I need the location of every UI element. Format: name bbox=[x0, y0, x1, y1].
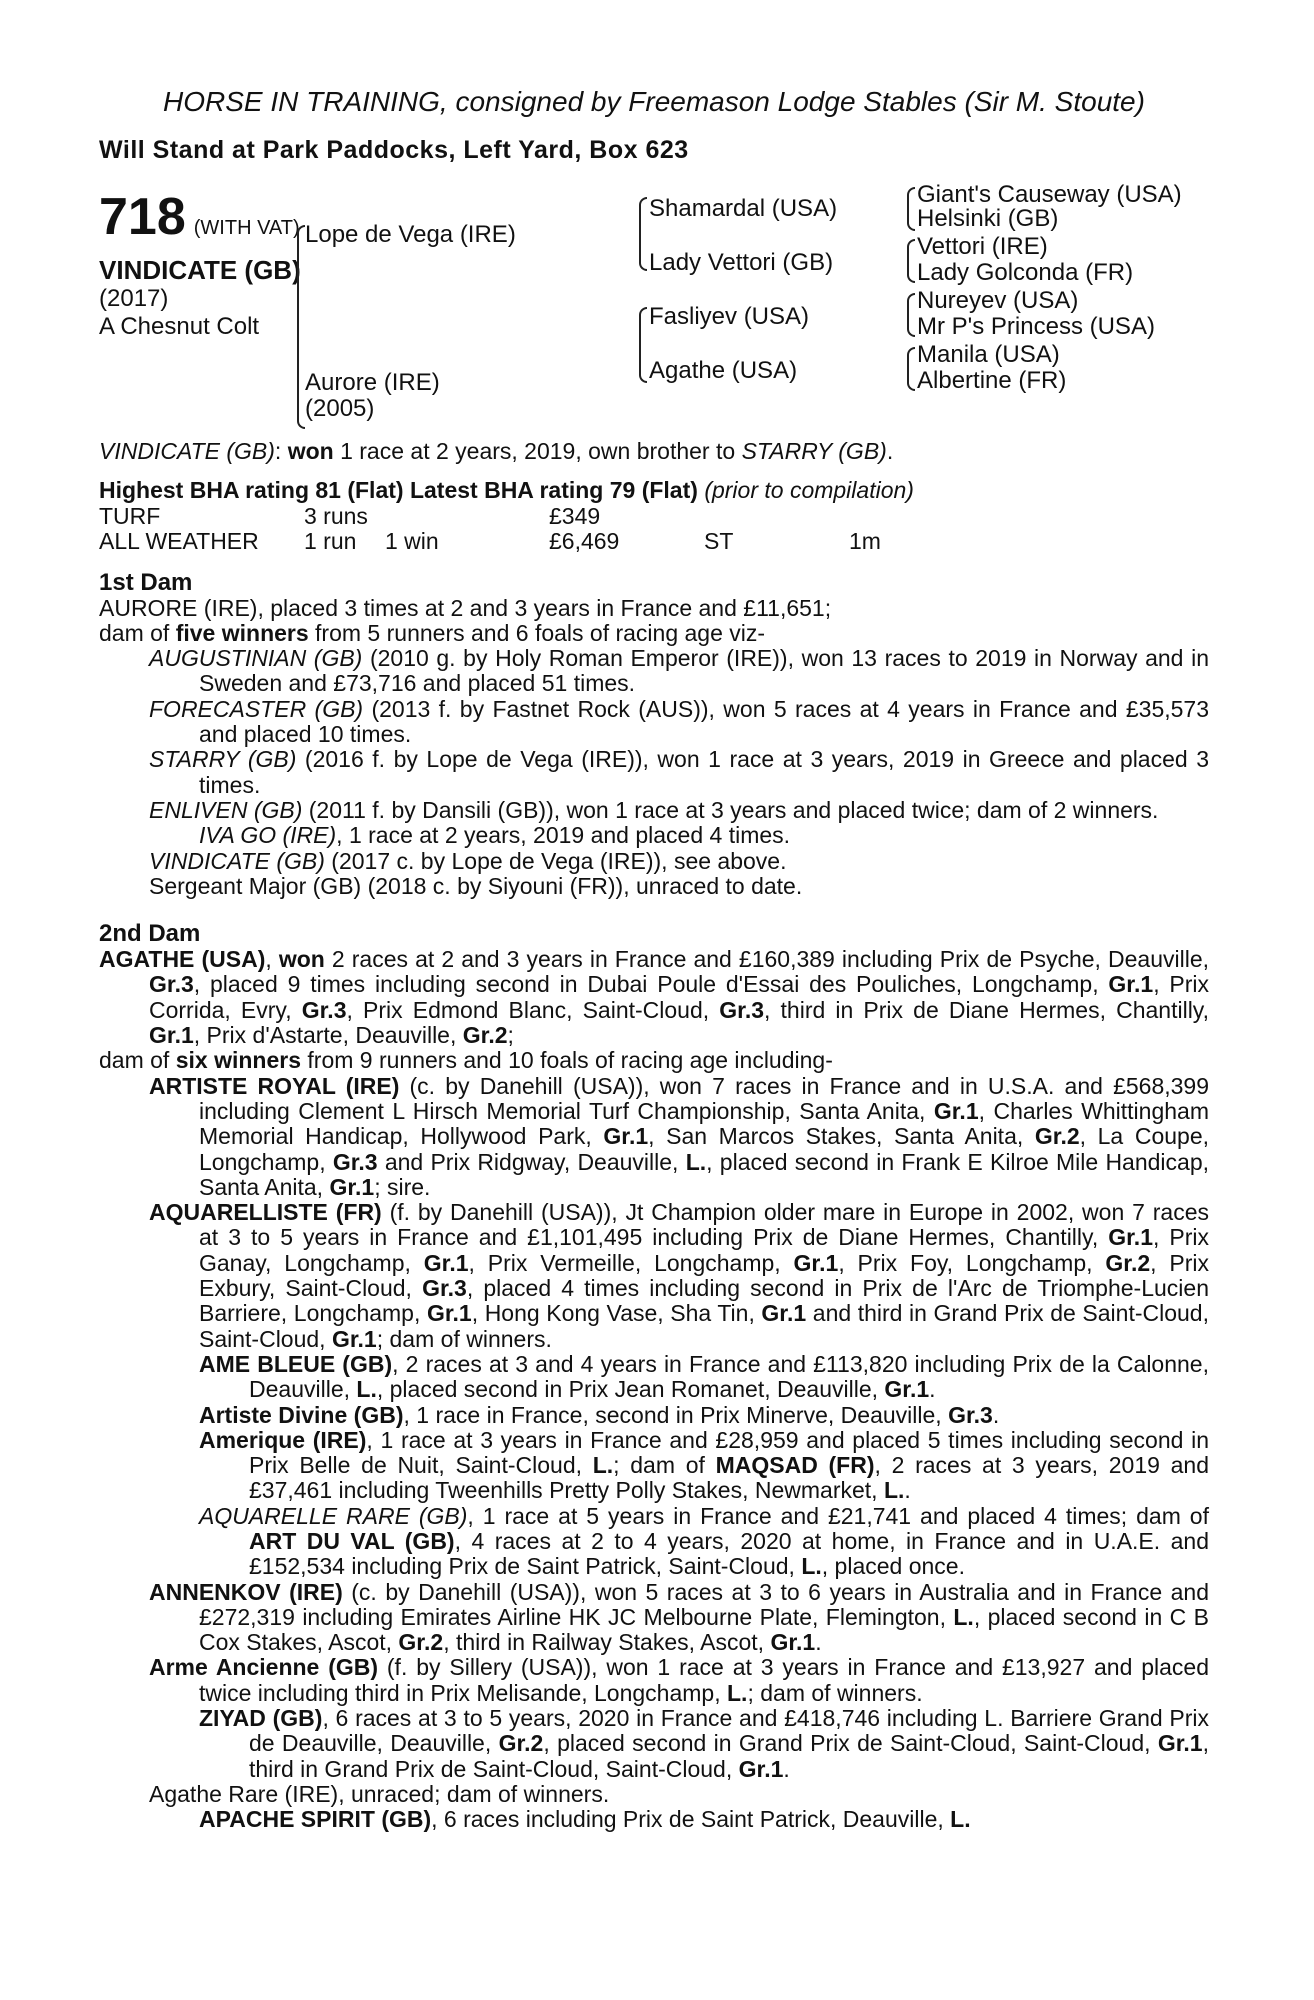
pedigree-g3: Vettori (IRE) bbox=[917, 233, 1048, 260]
pedigree-brace bbox=[297, 225, 305, 429]
pedigree-g4: Lady Golconda (FR) bbox=[917, 259, 1134, 286]
pedigree-brace bbox=[907, 293, 915, 337]
produce-entry: ENLIVEN (GB) (2011 f. by Dansili (GB)), won 1 race at 3 years and placed twice; dam of 2 winners. bbox=[149, 796, 1159, 823]
pedigree-brace bbox=[639, 197, 647, 271]
produce-entry: STARRY (GB) (2016 f. by Lope de Vega (IRE)), won 1 race at 3 years, 2019 in Greece and placed 3 times. bbox=[149, 746, 1209, 798]
first-dam-record: AURORE (IRE), placed 3 times at 2 and 3 years in France and £11,651; bbox=[99, 594, 832, 621]
horse-year: (2017) bbox=[99, 285, 169, 312]
first-dam-produce: dam of five winners from 5 runners and 6 foals of racing age viz- bbox=[99, 619, 766, 646]
produce-entry: ANNENKOV (IRE) (c. by Danehill (USA)), won 5 races at 3 to 6 years in Australia and in France and £272,319 including Emirates Airline HK JC Melbourne Plate, Flemington, L., placed second in C B Cox Stakes, Ascot, Gr.2, third in Railway Stakes, Ascot, Gr.1. bbox=[149, 1578, 1209, 1656]
horse-description: A Chesnut Colt bbox=[99, 313, 260, 340]
pedigree-g8: Albertine (FR) bbox=[917, 367, 1067, 394]
horse-name: VINDICATE (GB) bbox=[99, 255, 301, 285]
pedigree-dam: Aurore (IRE) bbox=[305, 369, 440, 396]
produce-entry: Sergeant Major (GB) (2018 c. by Siyouni (FR)), unraced to date. bbox=[149, 872, 803, 899]
produce-entry: AME BLEUE (GB), 2 races at 3 and 4 years in France and £113,820 including Prix de la Calonne, Deauville, L., placed second in Prix Jean Romanet, Deauville, Gr.1. bbox=[199, 1350, 1209, 1403]
pedigree-dam-dam: Agathe (USA) bbox=[649, 357, 798, 384]
pedigree-g1: Giant's Causeway (USA) bbox=[917, 181, 1182, 208]
pedigree-g2: Helsinki (GB) bbox=[917, 205, 1059, 232]
produce-entry: Artiste Divine (GB), 1 race in France, second in Prix Minerve, Deauville, Gr.3. bbox=[199, 1401, 1000, 1428]
produce-entry: FORECASTER (GB) (2013 f. by Fastnet Rock (AUS)), won 5 races at 4 years in France and £35,573 and placed 10 times. bbox=[149, 695, 1209, 748]
produce-entry: IVA GO (IRE), 1 race at 2 years, 2019 and placed 4 times. bbox=[199, 822, 791, 849]
pedigree-sire-dam: Lady Vettori (GB) bbox=[649, 249, 834, 276]
pedigree-sire-sire: Shamardal (USA) bbox=[649, 195, 838, 222]
catalogue-page bbox=[99, 70, 1209, 1833]
produce-entry: ARTISTE ROYAL (IRE) (c. by Danehill (USA)), won 7 races in France and in U.S.A. and £568,399 including Clement L Hirsch Memorial Turf Championship, Santa Anita, Gr.1, Charles Whittingham Memorial Handicap, Hollywood Park, Gr.1, San Marcos Stakes, Santa Anita, Gr.2, La Coupe, Longchamp, Gr.3 and Prix Ridgway, Deauville, L., placed second in Frank E Kilroe Mile Handicap, Santa Anita, Gr.1; sire. bbox=[149, 1072, 1210, 1200]
produce-entry: Agathe Rare (IRE), unraced; dam of winners. bbox=[149, 1780, 610, 1807]
produce-entry: AUGUSTINIAN (GB) (2010 g. by Holy Roman Emperor (IRE)), won 13 races to 2019 in Norway and in Sweden and £73,716 and placed 51 times. bbox=[149, 645, 1209, 697]
pedigree-block bbox=[99, 181, 1209, 437]
pedigree-g7: Manila (USA) bbox=[917, 341, 1060, 368]
pedigree-dam-year: (2005) bbox=[305, 395, 375, 422]
pedigree-sire: Lope de Vega (IRE) bbox=[305, 221, 516, 248]
produce-entry: VINDICATE (GB) (2017 c. by Lope de Vega (IRE)), see above. bbox=[149, 847, 787, 874]
produce-entry: AQUARELLISTE (FR) (f. by Danehill (USA)), Jt Champion older mare in Europe in 2002, won 7 races at 3 to 5 years in France and £1,101,495 including Prix de Diane Hermes, Chantilly, Gr.1, Prix Ganay, Longchamp, Gr.1, Prix Vermeille, Longchamp, Gr.1, Prix Foy, Longchamp, Gr.2, Prix Exbury, Saint-Cloud, Gr.3, placed 4 times including second in Prix de l'Arc de Triomphe-Lucien Barriere, Longchamp, Gr.1, Hong Kong Vase, Sha Tin, Gr.1 and third in Grand Prix de Saint-Cloud, Saint-Cloud, Gr.1; dam of winners. bbox=[149, 1199, 1210, 1352]
produce-entry: Amerique (IRE), 1 race at 3 years in France and £28,959 and placed 5 times including second in Prix Belle de Nuit, Saint-Cloud, L.; dam of MAQSAD (FR), 2 races at 3 years, 2019 and £37,461 including Tweenhills Pretty Polly Stakes, Newmarket, L.. bbox=[199, 1426, 1209, 1504]
consignment-line: HORSE IN TRAINING, consigned by Freemason Lodge Stables (Sir M. Stoute) bbox=[163, 86, 1145, 117]
bha-ratings: Highest BHA rating 81 (Flat) Latest BHA rating 79 (Flat) (prior to compilation) bbox=[99, 477, 914, 504]
second-dam-heading: 2nd Dam bbox=[99, 920, 201, 948]
pedigree-g5: Nureyev (USA) bbox=[917, 287, 1079, 314]
produce-entry: APACHE SPIRIT (GB), 6 races including Prix de Saint Patrick, Deauville, L. bbox=[199, 1806, 971, 1833]
second-dam-record: AGATHE (USA), won 2 races at 2 and 3 years in France and £160,389 including Prix de Psyche, Deauville, Gr.3, placed 9 times including second in Dubai Poule d'Essai des Pouliches, Longchamp, Gr.1, Prix Corrida, Evry, Gr.3, Prix Edmond Blanc, Saint-Cloud, Gr.3, third in Prix de Diane Hermes, Chantilly, Gr.1, Prix d'Astarte, Deauville, Gr.2; bbox=[99, 946, 1210, 1049]
lot-number: 718 (WITH VAT) bbox=[99, 188, 300, 246]
produce-entry: Arme Ancienne (GB) (f. by Sillery (USA)), won 1 race at 3 years in France and £13,927 and placed twice including third in Prix Melisande, Longchamp, L.; dam of winners. bbox=[149, 1654, 1209, 1706]
pedigree-brace bbox=[907, 239, 915, 283]
first-dam-heading: 1st Dam bbox=[99, 568, 193, 596]
second-dam-produce: dam of six winners from 9 runners and 10 foals of racing age including- bbox=[99, 1047, 833, 1074]
race-summary: VINDICATE (GB): won 1 race at 2 years, 2019, own brother to STARRY (GB). bbox=[99, 438, 894, 464]
pedigree-brace bbox=[907, 347, 915, 391]
pedigree-dam-sire: Fasliyev (USA) bbox=[649, 303, 810, 330]
race-stats: TURF 3 runs £349 ALL WEATHER 1 run 1 win £6,469 ST 1m bbox=[99, 502, 881, 554]
pedigree-brace bbox=[639, 307, 647, 383]
stand-location: Will Stand at Park Paddocks, Left Yard, Box 623 bbox=[99, 136, 689, 164]
pedigree-g6: Mr P's Princess (USA) bbox=[917, 313, 1155, 340]
pedigree-brace bbox=[907, 187, 915, 231]
produce-entry: AQUARELLE RARE (GB), 1 race at 5 years in France and £21,741 and placed 4 times; dam of ART DU VAL (GB), 4 races at 2 to 4 years, 2020 at home, in France and in U.A.E. and £152,534 including Prix de Saint Patrick, Saint-Cloud, L., placed once. bbox=[199, 1502, 1209, 1580]
produce-entry: ZIYAD (GB), 6 races at 3 to 5 years, 2020 in France and £418,746 including L. Barriere Grand Prix de Deauville, Deauville, Gr.2, placed second in Grand Prix de Saint-Cloud, Saint-Cloud, Gr.1, third in Grand Prix de Saint-Cloud, Saint-Cloud, Gr.1. bbox=[199, 1705, 1209, 1782]
